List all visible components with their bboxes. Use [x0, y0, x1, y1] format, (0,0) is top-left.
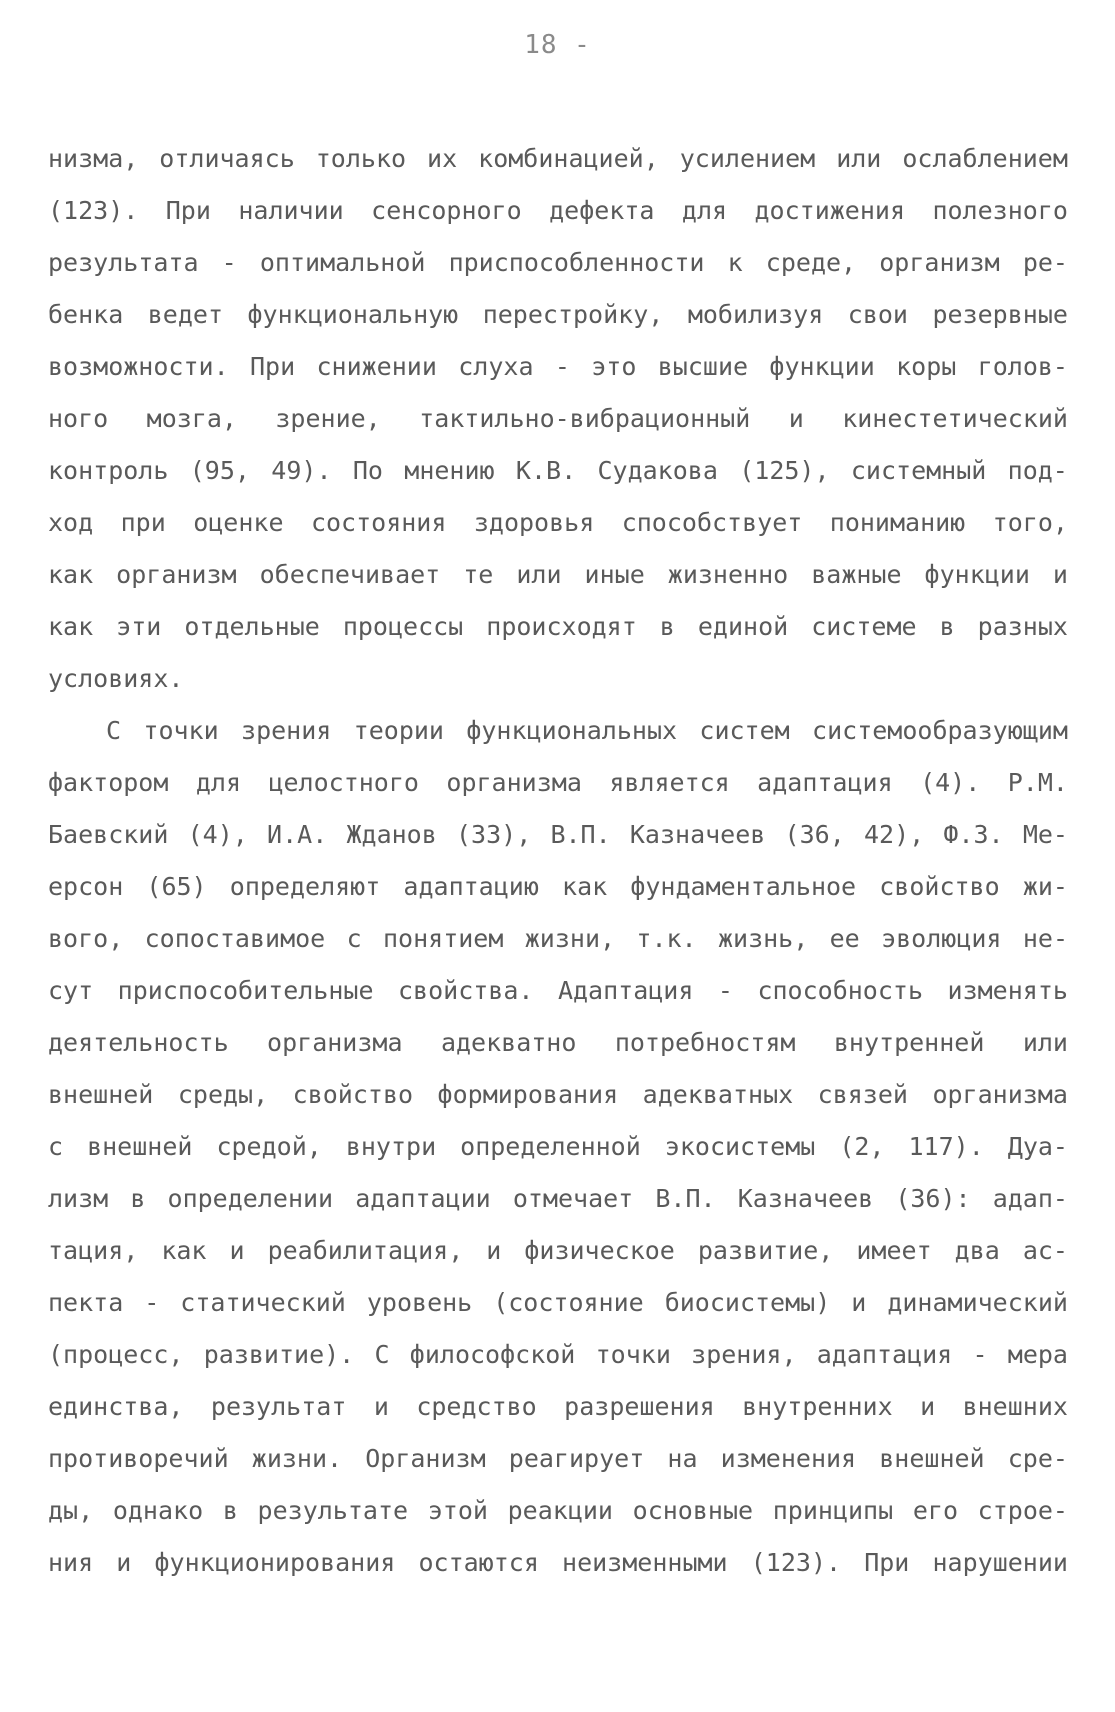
word: способствует [621, 508, 803, 537]
word: важные [811, 560, 902, 589]
word: приспособленности [448, 248, 705, 277]
word: теории [353, 716, 444, 745]
word: перестройку, [482, 300, 664, 329]
word: (36, [784, 820, 845, 849]
text-line [48, 1537, 1068, 1589]
word: как [161, 1236, 207, 1265]
word: лизм [48, 1184, 109, 1213]
word: коры [896, 352, 957, 381]
word: однако [112, 1496, 204, 1525]
word: ре- [1022, 248, 1068, 277]
text-line [48, 809, 1068, 861]
word: слуха [458, 352, 534, 381]
text-line [48, 1381, 1068, 1433]
word: отмечает [512, 1184, 634, 1213]
word: ослаблением [902, 144, 1068, 173]
word: в [659, 612, 675, 641]
word: нарушении [932, 1548, 1068, 1577]
word: (процесс, [48, 1340, 184, 1369]
word: под- [1007, 456, 1068, 485]
word: является [609, 768, 730, 797]
word: Ме- [1022, 820, 1068, 849]
word: динамический [887, 1288, 1068, 1317]
word: свойства. [398, 976, 534, 1005]
word: определяют [229, 872, 381, 901]
word: для [195, 768, 242, 797]
word: не- [1022, 924, 1068, 953]
word: Организм [365, 1444, 486, 1473]
word: высшие [657, 352, 749, 381]
word: и [788, 404, 804, 433]
word: формирования [437, 1080, 619, 1109]
word: деятельность [48, 1028, 229, 1057]
word: функциональных [466, 716, 678, 745]
word: - [221, 248, 237, 277]
word: точки [595, 1340, 671, 1369]
word: В.П. [655, 1184, 716, 1213]
text-line [48, 601, 1068, 653]
word: (65) [146, 872, 207, 901]
word: оценке [193, 508, 284, 537]
word: отдельные [184, 612, 320, 641]
word: единой [697, 612, 789, 641]
word: среде, [765, 248, 857, 277]
word: сенсорного [371, 196, 522, 225]
word: свои [847, 300, 908, 329]
word: При [249, 352, 296, 381]
word: системообразующим [812, 716, 1068, 745]
word: внутренней [833, 1028, 985, 1057]
word: средой, [216, 1132, 322, 1161]
word: физическое [524, 1236, 675, 1265]
word: кинестетический [842, 404, 1068, 433]
word: реакции [507, 1496, 613, 1525]
text-line [48, 913, 1068, 965]
word: ас- [1022, 1236, 1068, 1265]
word: адекватных [642, 1080, 794, 1109]
word: единства, [48, 1392, 184, 1421]
word: адаптация [757, 768, 893, 797]
word: жизни, [524, 924, 616, 953]
word: При [864, 1548, 910, 1577]
word: результата [48, 248, 199, 277]
word: отличаясь [159, 144, 295, 173]
word: внешних [962, 1392, 1068, 1421]
word: ход [48, 508, 94, 537]
word: развитие, [697, 1236, 834, 1265]
word: и [116, 1548, 132, 1577]
text-line [48, 757, 1068, 809]
word: только [315, 144, 407, 173]
word: свойство [879, 872, 1000, 901]
text-line [48, 237, 1068, 289]
word: адап- [992, 1184, 1068, 1213]
word: (123). [750, 1548, 842, 1577]
word: ведет [147, 300, 224, 329]
word: 42), [863, 820, 925, 849]
word: системный [850, 456, 987, 485]
word: функции [924, 560, 1030, 589]
word: (123). [48, 196, 139, 225]
word: определении [167, 1184, 334, 1213]
word: реагирует [508, 1444, 645, 1473]
word: или [1022, 1028, 1068, 1057]
word: его [912, 1496, 958, 1525]
word: сре- [1007, 1444, 1068, 1473]
text-line [48, 1329, 1068, 1381]
text-line [48, 133, 1068, 185]
text-line [48, 965, 1068, 1017]
body-text [48, 133, 1068, 1589]
word: понятием [382, 924, 504, 953]
word: зрение, [275, 404, 381, 433]
word: принципы [772, 1496, 894, 1525]
text-line [48, 1277, 1068, 1329]
word: как [48, 612, 94, 641]
word: реабилитация, [267, 1236, 464, 1265]
page-number: 18 - [524, 30, 591, 60]
word: Баевский [48, 820, 169, 849]
word: условиях. [48, 664, 184, 693]
word: Адаптация [557, 976, 694, 1005]
word: противоречий [48, 1444, 229, 1473]
text-line [48, 289, 1068, 341]
word: экосистемы [664, 1132, 816, 1161]
word: низма, [48, 144, 139, 173]
text-line [48, 1069, 1068, 1121]
text-line [48, 185, 1068, 237]
word: мнению [404, 456, 495, 485]
word: и [229, 1236, 245, 1265]
word: фундаментальное [630, 872, 857, 901]
word: для [681, 196, 728, 225]
word: фактором [48, 768, 169, 797]
word: мера [1007, 1340, 1068, 1369]
word: на [667, 1444, 698, 1473]
word: целостного [268, 768, 419, 797]
word: потребностям [614, 1028, 796, 1057]
word: мобилизуя [687, 300, 824, 329]
word: и [920, 1392, 936, 1421]
word: тактильно-вибрационный [419, 404, 751, 433]
word: изменения [720, 1444, 857, 1473]
word: - [972, 1340, 988, 1369]
word: адаптацию [403, 872, 539, 901]
word: эволюция [881, 924, 1002, 953]
word: возможности. [48, 352, 229, 381]
text-line [48, 393, 1068, 445]
word: функциональную [247, 300, 459, 329]
word: - [717, 976, 733, 1005]
word: иные [584, 560, 645, 589]
word: внешней [879, 1444, 985, 1473]
word: изменять [947, 976, 1068, 1005]
word: систем [699, 716, 790, 745]
word: организм [116, 560, 237, 589]
word: внешней [87, 1132, 193, 1161]
word: основные [632, 1496, 754, 1525]
text-line [48, 1485, 1068, 1537]
word: в [222, 1496, 238, 1525]
word: сопоставимое [144, 924, 326, 953]
word: (125), [739, 456, 830, 485]
word: результат [210, 1392, 347, 1421]
word: вого, [48, 924, 124, 953]
word: статический [180, 1288, 346, 1317]
word: способность [757, 976, 924, 1005]
word: в [939, 612, 955, 641]
text-line [48, 861, 1068, 913]
word: Дуа- [1007, 1132, 1068, 1161]
word: (2, [839, 1132, 885, 1161]
word: приспособительные [117, 976, 374, 1005]
word: строе- [977, 1496, 1068, 1525]
word: комбинацией, [478, 144, 659, 173]
word: (4), [187, 820, 248, 849]
text-line [48, 549, 1068, 601]
word: определенной [460, 1132, 641, 1161]
word: обеспечивает [259, 560, 441, 589]
word: Жданов [346, 820, 437, 849]
word: состояния [310, 508, 447, 537]
word: внутри [345, 1132, 437, 1161]
word: жизнь, [717, 924, 809, 953]
word: адаптации [355, 1184, 491, 1213]
word: имеет [856, 1236, 932, 1265]
word: наличии [238, 196, 344, 225]
text-line [48, 341, 1068, 393]
word: разных [977, 612, 1068, 641]
word: тация, [48, 1236, 139, 1265]
word: неизменными [562, 1548, 728, 1577]
word: при [120, 508, 166, 537]
word: В.П. [550, 820, 611, 849]
word: и [373, 1392, 389, 1421]
text-line [48, 705, 1068, 757]
word: организма [267, 1028, 403, 1057]
word: внешней [48, 1080, 154, 1109]
word: философской [409, 1340, 576, 1369]
word: (95, [189, 456, 250, 485]
word: контроль [48, 456, 169, 485]
word: резервные [932, 300, 1068, 329]
word: организма [446, 768, 582, 797]
word: свойство [292, 1080, 414, 1109]
word: адаптация [816, 1340, 953, 1369]
word: сут [48, 976, 94, 1005]
word: дефекта [549, 196, 655, 225]
word: (36): [895, 1184, 971, 1213]
word: системе [811, 612, 917, 641]
word: с [48, 1132, 64, 1161]
text-line [48, 1121, 1068, 1173]
word: биосистемы) [664, 1288, 831, 1317]
word: эти [116, 612, 162, 641]
text-line [48, 445, 1068, 497]
text-line [48, 1225, 1068, 1277]
word: и [486, 1236, 502, 1265]
word: как [562, 872, 608, 901]
word: полезного [932, 196, 1068, 225]
word: уровень [366, 1288, 473, 1317]
word: 49). [271, 456, 332, 485]
word: - [144, 1288, 160, 1317]
word: и [1052, 560, 1068, 589]
word: ды, [48, 1496, 94, 1525]
word: результате [257, 1496, 409, 1525]
word: процессы [342, 612, 464, 641]
word: остаются [418, 1548, 539, 1577]
word: организма [932, 1080, 1068, 1109]
word: жизни. [251, 1444, 343, 1473]
word: пекта [48, 1288, 124, 1317]
word: По [352, 456, 383, 485]
word: - [554, 352, 570, 381]
word: т.к. [636, 924, 697, 953]
text-line [48, 653, 1068, 705]
word: Казначеев [629, 820, 766, 849]
word: с [346, 924, 362, 953]
word: точки [143, 716, 219, 745]
word: пониманию [829, 508, 966, 537]
text-line [48, 1173, 1068, 1225]
word: этой [427, 1496, 488, 1525]
word: среды, [177, 1080, 269, 1109]
word: К.В. [515, 456, 577, 485]
word: в [130, 1184, 146, 1213]
word: Р.М. [1007, 768, 1068, 797]
word: связей [817, 1080, 908, 1109]
word: голов- [977, 352, 1068, 381]
word: те [463, 560, 494, 589]
word: Судакова [597, 456, 718, 485]
word: ерсон [48, 872, 124, 901]
word: 117). [908, 1132, 984, 1161]
word: Казначеев [737, 1184, 874, 1213]
word: их [427, 144, 458, 173]
word: организм [879, 248, 1000, 277]
word: И.А. [267, 820, 328, 849]
word: достижения [754, 196, 905, 225]
word: (4). [920, 768, 981, 797]
word: бенка [48, 300, 124, 329]
word: зрения, [691, 1340, 797, 1369]
word: С [106, 716, 122, 745]
word: как [48, 560, 94, 589]
word: мозга, [146, 404, 237, 433]
word: или [836, 144, 882, 173]
text-line [48, 497, 1068, 549]
word: здоровья [473, 508, 595, 537]
word: внутренних [742, 1392, 893, 1421]
word: ного [48, 404, 109, 433]
word: оптимальной [259, 248, 426, 277]
word: ния [48, 1548, 94, 1577]
word: и [851, 1288, 867, 1317]
word: того, [992, 508, 1068, 537]
word: происходят [486, 612, 637, 641]
word: (состояние [493, 1288, 644, 1317]
text-line [48, 1017, 1068, 1069]
word: ее [829, 924, 860, 953]
text-line [48, 1433, 1068, 1485]
word: С [374, 1340, 390, 1369]
word: два [954, 1236, 1000, 1265]
word: или [516, 560, 562, 589]
word: к [727, 248, 743, 277]
word: усилением [679, 144, 816, 173]
word: жизненно [667, 560, 789, 589]
word: функционирования [154, 1548, 396, 1577]
word: Ф.З. [943, 820, 1004, 849]
word: средство [416, 1392, 537, 1421]
word: жи- [1022, 872, 1068, 901]
word: При [165, 196, 211, 225]
word: зрения [241, 716, 332, 745]
word: это [591, 352, 637, 381]
word: адекватно [440, 1028, 577, 1057]
word: развитие). [203, 1340, 355, 1369]
word: снижении [316, 352, 437, 381]
word: разрешения [564, 1392, 715, 1421]
word: (33), [455, 820, 532, 849]
word: функции [769, 352, 875, 381]
